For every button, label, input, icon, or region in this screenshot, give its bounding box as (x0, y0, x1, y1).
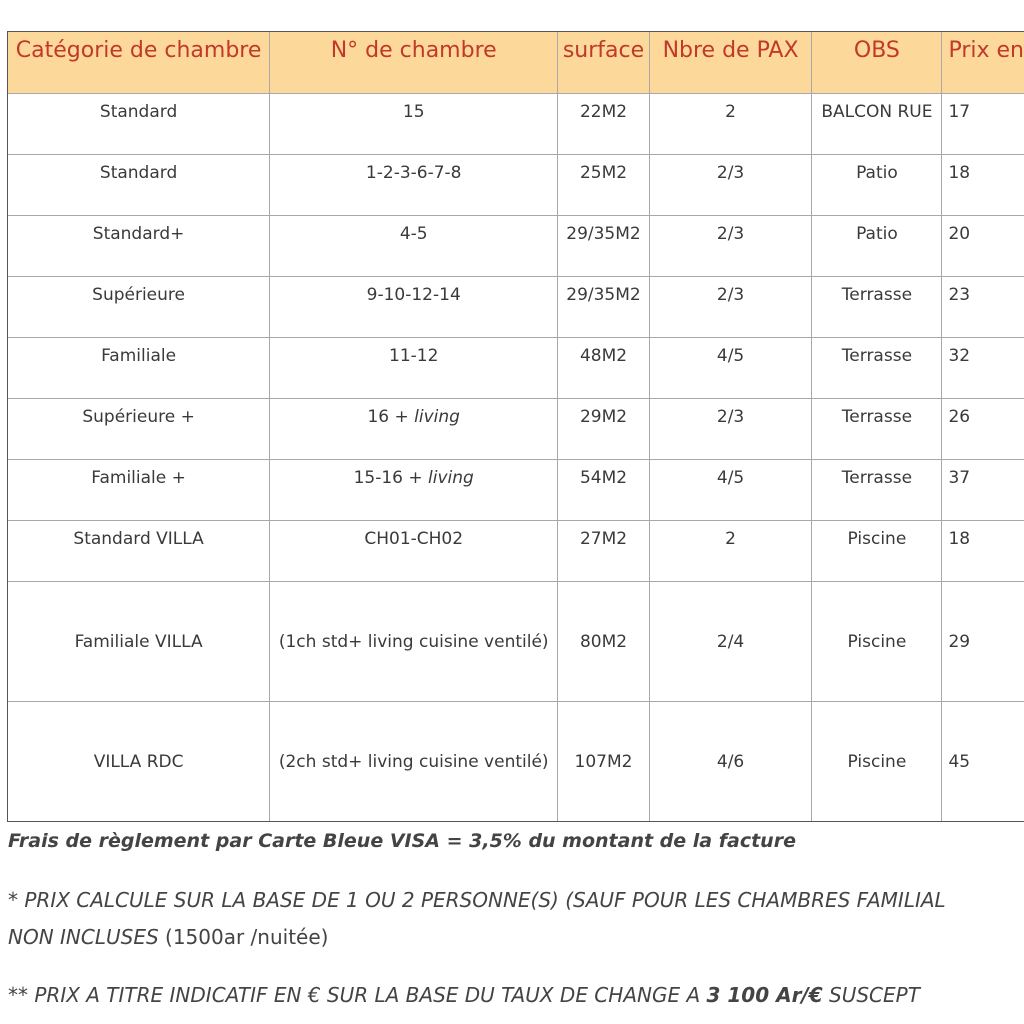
cell-room-number (270, 521, 558, 582)
cell-pax-text: 2 (725, 529, 736, 549)
table-row (8, 216, 1024, 277)
living-label: living (428, 468, 474, 488)
table-row (8, 338, 1024, 399)
cell-surface-text: 80M2 (579, 631, 628, 652)
cell-obs-text: Terrasse (841, 346, 913, 366)
cell-category-text: VILLA RDC (93, 751, 184, 772)
living-label: living (414, 407, 460, 427)
cell-category-text: Familiale VILLA (74, 631, 203, 652)
price-basis-note: * PRIX CALCULE SUR LA BASE DE 1 OU 2 PERSONNE(S) (SAUF POUR LES CHAMBRES FAMILIAL (8, 888, 946, 912)
cell-room-number-text: 1-2-3-6-7-8 (365, 163, 462, 183)
cell-pax-text: 2/4 (716, 631, 745, 652)
cell-pax-text: 2/3 (716, 285, 745, 305)
price-basis-note-continued (8, 925, 328, 949)
cell-surface (558, 521, 650, 582)
cell-category-text: Familiale + (91, 468, 186, 488)
cell-obs-text: Terrasse (841, 468, 913, 488)
header-category: Catégorie de chambre (8, 32, 270, 94)
cell-category-text: Standard+ (92, 224, 185, 244)
header-obs: OBS (812, 32, 942, 94)
cell-pax (649, 399, 812, 460)
cell-obs (812, 582, 942, 702)
cell-surface-text: 54M2 (579, 468, 628, 488)
cell-room-number-text: 15-16 + (353, 468, 429, 488)
cell-price-text: 18 (948, 163, 971, 183)
table-row (8, 582, 1024, 702)
exchange-prefix: ** PRIX A TITRE INDICATIF EN € SUR LA BASE DU TAUX DE CHANGE A (8, 983, 707, 1007)
cell-price (942, 155, 1024, 216)
header-pax: Nbre de PAX (649, 32, 812, 94)
table-row (8, 155, 1024, 216)
cell-price-text: 32 (948, 346, 971, 366)
cell-room-number (270, 338, 558, 399)
cell-pax-text: 4/5 (716, 468, 745, 488)
cell-category (8, 702, 270, 822)
cell-pax-text: 2/3 (716, 407, 745, 427)
cell-pax-text: 2/3 (716, 163, 745, 183)
cell-category-text: Familiale (101, 346, 177, 366)
cell-pax (649, 521, 812, 582)
cell-price-text: 23 (948, 285, 971, 305)
cell-pax (649, 460, 812, 521)
cell-obs (812, 338, 942, 399)
cell-category (8, 216, 270, 277)
cell-surface (558, 338, 650, 399)
table-row (8, 702, 1024, 822)
cell-price-text: 18 (948, 529, 971, 549)
cell-category (8, 460, 270, 521)
cell-price (942, 399, 1024, 460)
cell-room-number (270, 702, 558, 822)
cell-obs-text: Patio (856, 163, 898, 183)
cell-room-number-text: 9-10-12-14 (366, 285, 461, 305)
cell-pax (649, 582, 812, 702)
cell-obs-text: Piscine (847, 631, 907, 652)
cell-price (942, 277, 1024, 338)
cell-category-text: Supérieure + (82, 407, 195, 427)
cell-price (942, 582, 1024, 702)
cell-obs-text: Patio (856, 224, 898, 244)
cell-room-number-text: 15 (402, 102, 425, 122)
cell-room-number-text: 16 + (367, 407, 415, 427)
cell-category (8, 582, 270, 702)
cell-surface (558, 277, 650, 338)
cell-pax-text: 2 (725, 102, 736, 122)
cell-pax (649, 277, 812, 338)
cell-category (8, 521, 270, 582)
cell-surface (558, 399, 650, 460)
header-price: Prix en (942, 32, 1024, 94)
cell-category-text: Standard (99, 163, 178, 183)
cell-surface (558, 582, 650, 702)
table-row (8, 521, 1024, 582)
cell-obs (812, 277, 942, 338)
cell-room-number (270, 582, 558, 702)
cell-obs (812, 155, 942, 216)
room-rates-table (7, 31, 1024, 822)
cell-obs-text: Piscine (847, 529, 907, 549)
cell-category-text: Standard (99, 102, 178, 122)
table-row (8, 277, 1024, 338)
cell-room-number-text: (1ch std+ living cuisine ventilé) (278, 631, 549, 652)
cell-category-text: Supérieure (92, 285, 185, 305)
cell-room-number-text: (2ch std+ living cuisine ventilé) (278, 751, 549, 772)
table-row (8, 460, 1024, 521)
cell-obs (812, 460, 942, 521)
cell-pax (649, 338, 812, 399)
cell-room-number (270, 155, 558, 216)
cell-room-number (270, 94, 558, 155)
header-surface: surface (558, 32, 650, 94)
exchange-rate-note (8, 983, 920, 1007)
cell-surface-text: 25M2 (579, 163, 628, 183)
cell-pax-text: 2/3 (716, 224, 745, 244)
cell-room-number (270, 216, 558, 277)
cell-category (8, 399, 270, 460)
cell-pax (649, 702, 812, 822)
cell-category (8, 155, 270, 216)
cell-category (8, 277, 270, 338)
cell-price (942, 216, 1024, 277)
cell-obs (812, 216, 942, 277)
cell-category (8, 94, 270, 155)
price-basis-fee: (1500ar /nuitée) (165, 925, 329, 949)
cell-obs-text: Terrasse (841, 285, 913, 305)
cell-obs-text: Piscine (847, 751, 907, 772)
cell-pax (649, 155, 812, 216)
table-header-row (8, 32, 1024, 94)
cell-pax-text: 4/5 (716, 346, 745, 366)
cell-obs-text: BALCON RUE (821, 102, 933, 122)
cell-surface (558, 702, 650, 822)
cell-surface-text: 107M2 (574, 751, 633, 772)
cell-room-number (270, 399, 558, 460)
cell-surface-text: 29/35M2 (566, 285, 641, 305)
cell-pax (649, 94, 812, 155)
cell-price (942, 338, 1024, 399)
cell-price (942, 460, 1024, 521)
cell-price (942, 702, 1024, 822)
cell-price-text: 37 (948, 468, 971, 488)
cell-room-number-text: 4-5 (399, 224, 428, 244)
cell-pax (649, 216, 812, 277)
table-row (8, 399, 1024, 460)
cell-surface (558, 216, 650, 277)
cell-room-number-text: 11-12 (389, 346, 439, 366)
cell-category (8, 338, 270, 399)
cell-price-text: 26 (948, 407, 971, 427)
cell-surface-text: 29M2 (579, 407, 628, 427)
cell-surface (558, 460, 650, 521)
cell-room-number (270, 277, 558, 338)
cell-price-text: 29 (948, 631, 971, 652)
cell-room-number (270, 460, 558, 521)
cell-obs (812, 521, 942, 582)
cell-surface (558, 155, 650, 216)
cell-room-number-text: CH01-CH02 (364, 529, 464, 549)
cell-obs-text: Terrasse (841, 407, 913, 427)
exchange-suffix: SUSCEPT (822, 983, 920, 1007)
cell-surface-text: 29/35M2 (566, 224, 641, 244)
cell-price (942, 521, 1024, 582)
cell-price-text: 45 (948, 751, 971, 772)
cell-price-text: 17 (948, 102, 971, 122)
cell-price-text: 20 (948, 224, 971, 244)
cell-obs (812, 702, 942, 822)
cell-obs (812, 94, 942, 155)
visa-fee-note: Frais de règlement par Carte Bleue VISA = 3,5% du montant de la facture (8, 830, 796, 852)
cell-surface-text: 48M2 (579, 346, 628, 366)
header-room-number: N° de chambre (270, 32, 558, 94)
table-row (8, 94, 1024, 155)
cell-category-text: Standard VILLA (73, 529, 204, 549)
cell-surface (558, 94, 650, 155)
price-basis-prefix: NON INCLUSES (8, 925, 166, 949)
cell-obs (812, 399, 942, 460)
cell-surface-text: 27M2 (579, 529, 628, 549)
cell-surface-text: 22M2 (579, 102, 628, 122)
cell-pax-text: 4/6 (716, 751, 745, 772)
cell-price (942, 94, 1024, 155)
exchange-rate: 3 100 Ar/€ (706, 983, 823, 1007)
